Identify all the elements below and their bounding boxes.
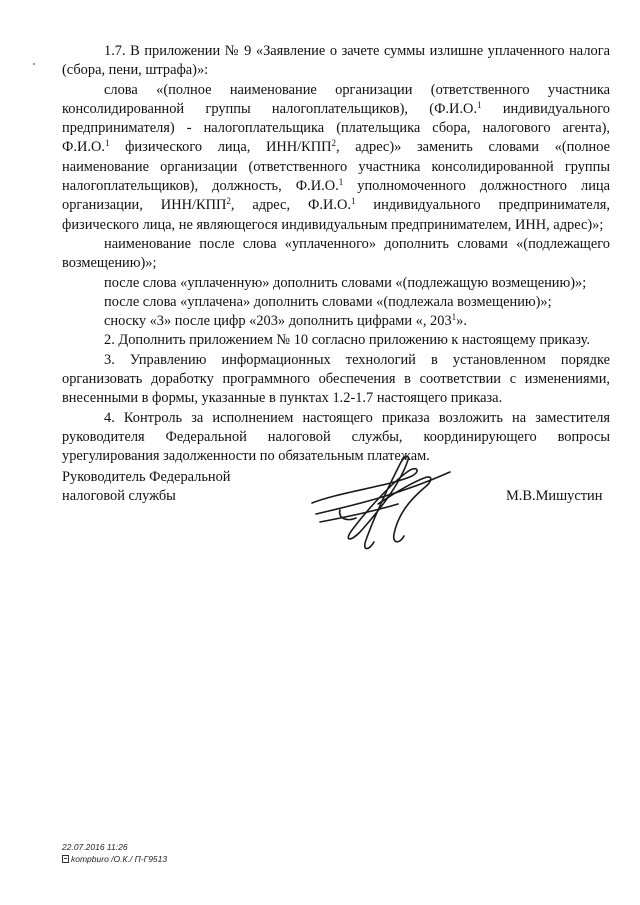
handwritten-signature bbox=[300, 448, 470, 558]
paragraph-footnote-3 bbox=[62, 312, 610, 331]
paragraph-1-7 bbox=[62, 42, 610, 81]
footnote-marker: 2 bbox=[226, 196, 231, 207]
footer-file-line bbox=[62, 853, 167, 865]
footnote-marker: 1 bbox=[104, 138, 110, 149]
signatory-title-line-1: Руководитель Федеральной bbox=[62, 469, 231, 485]
paragraph-text: наименование после слова «уплаченного» дополнить словами «(подлежащего возмещению)»; bbox=[62, 235, 610, 272]
document-body bbox=[62, 42, 610, 467]
paragraph-words-replacement bbox=[62, 81, 610, 235]
footnote-marker: 1 bbox=[338, 177, 344, 188]
paragraph-text: индивидуального предпринимателя, физического лица, не являющегося индивидуальным предпринимателем, ИНН, адрес)»; bbox=[62, 197, 610, 233]
paragraph-text: 4. Контроль за исполнением настоящего приказа возложить на заместителя руководителя Федеральной налоговой службы, координирующего вопросы урегулирования задолженности по обязательным платежам. bbox=[62, 409, 610, 465]
paragraph-uplachennuyu bbox=[62, 274, 610, 293]
footnote-marker: 2 bbox=[331, 138, 337, 149]
paragraph-text: 2. Дополнить приложением № 10 согласно приложению к настоящему приказу. bbox=[104, 332, 590, 349]
signatory-title-line-2: налоговой службы bbox=[62, 488, 176, 505]
paragraph-text: слова «(полное наименование организации (ответственного участника консолидированной группы налогоплательщиков), (Ф.И.О. bbox=[62, 81, 610, 117]
paragraph-text: , адрес, Ф.И.О. bbox=[230, 197, 351, 214]
file-icon bbox=[62, 855, 69, 863]
footnote-marker: 1 bbox=[350, 196, 356, 207]
paragraph-2 bbox=[62, 331, 610, 350]
paragraph-text: физического лица, ИНН/КПП bbox=[109, 139, 332, 156]
document-footer bbox=[62, 841, 167, 865]
signatory-title bbox=[62, 468, 231, 507]
scan-mark bbox=[33, 63, 35, 65]
paragraph-text: 1.7. В приложении № 9 «Заявление о зачете суммы излишне уплаченного налога (сбора, пени, штрафа)»: bbox=[62, 43, 610, 79]
paragraph-text: уполномоченного должностного лица организации, ИНН/КПП bbox=[62, 178, 610, 214]
paragraph-title-addition bbox=[62, 235, 610, 274]
signatory-name: М.В.Мишустин bbox=[506, 488, 603, 504]
paragraph-text: после слова «уплаченную» дополнить словами «(подлежащую возмещению)»; bbox=[104, 274, 587, 291]
paragraph-text: ». bbox=[456, 313, 467, 330]
paragraph-3 bbox=[62, 351, 610, 409]
paragraph-text: , адрес)» заменить словами «(полное наименование организации (ответственного участника консолидированной группы налогоплательщиков), должность, Ф.И.О. bbox=[62, 139, 610, 195]
footer-date: 22.07.2016 11:26 bbox=[62, 842, 128, 852]
paragraph-uplachena bbox=[62, 293, 610, 312]
paragraph-text: индивидуального предпринимателя) - налогоплательщика (плательщика сбора, налогового агента), Ф.И.О. bbox=[62, 100, 610, 156]
footnote-marker: 1 bbox=[477, 99, 482, 110]
footer-file-label: kompburo /О.К./ П-Г9513 bbox=[71, 854, 168, 864]
footnote-marker: 1 bbox=[451, 312, 457, 323]
paragraph-text: сноску «3» после цифр «203» дополнить цифрами «, 203 bbox=[104, 313, 452, 330]
paragraph-text: 3. Управлению информационных технологий в установленном порядке организовать доработку программного обеспечения в соответствии с изменениями, внесенными в формы, указанные в пунктах 1.2-1.7 настоящего приказа. bbox=[62, 351, 610, 407]
paragraph-text: после слова «уплачена» дополнить словами «(подлежала возмещению)»; bbox=[104, 293, 552, 310]
